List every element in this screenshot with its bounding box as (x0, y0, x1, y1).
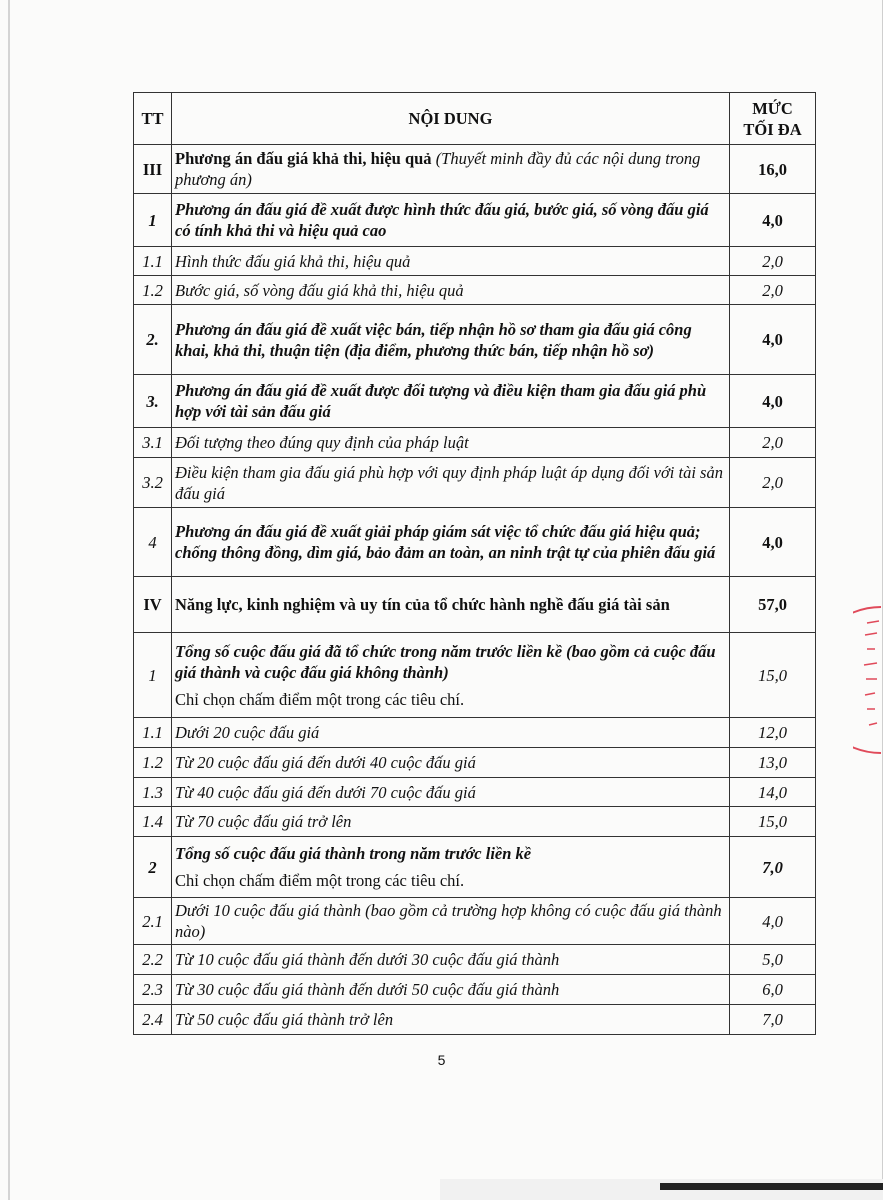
row-content-note: Chỉ chọn chấm điểm một trong các tiêu chí. (175, 689, 465, 709)
header-score-line2: TỐI ĐA (743, 119, 802, 139)
row-tt: 1 (134, 194, 172, 247)
table-row (134, 194, 816, 247)
row-score: 2,0 (730, 247, 816, 276)
row-score: 2,0 (730, 428, 816, 458)
row-score: 6,0 (730, 975, 816, 1005)
header-content: NỘI DUNG (172, 93, 730, 145)
row-score: 16,0 (730, 145, 816, 194)
row-score: 7,0 (730, 837, 816, 898)
row-tt: 3.1 (134, 428, 172, 458)
scan-bottom-dark-strip (660, 1183, 883, 1190)
table-header-row (134, 93, 816, 145)
row-content: Hình thức đấu giá khả thi, hiệu quả (172, 247, 730, 276)
table-row (134, 807, 816, 837)
row-content-main: Tổng số cuộc đấu giá đã tổ chức trong năm trước liền kề (bao gồm cả cuộc đấu giá thành và cuộc đấu giá không thành) (175, 641, 716, 682)
row-content: Bước giá, số vòng đấu giá khả thi, hiệu quả (172, 276, 730, 305)
table-row (134, 975, 816, 1005)
row-content: Dưới 10 cuộc đấu giá thành (bao gồm cả trường hợp không có cuộc đấu giá thành nào) (172, 898, 730, 945)
row-content: Phương án đấu giá đề xuất giải pháp giám sát việc tổ chức đấu giá hiệu quả; chống thông đồng, dìm giá, bảo đảm an toàn, an ninh trật tự của phiên đấu giá (172, 508, 730, 577)
row-content: Từ 40 cuộc đấu giá đến dưới 70 cuộc đấu giá (172, 778, 730, 807)
row-tt: 1 (134, 633, 172, 718)
row-score: 5,0 (730, 945, 816, 975)
row-score: 2,0 (730, 458, 816, 508)
row-content (172, 633, 730, 718)
row-score: 57,0 (730, 577, 816, 633)
table-row (134, 718, 816, 748)
table-row (134, 428, 816, 458)
row-content: Từ 30 cuộc đấu giá thành đến dưới 50 cuộc đấu giá thành (172, 975, 730, 1005)
row-tt: 1.2 (134, 276, 172, 305)
row-content: Năng lực, kinh nghiệm và uy tín của tổ chức hành nghề đấu giá tài sản (172, 577, 730, 633)
row-tt: 3. (134, 375, 172, 428)
red-stamp-fragment (853, 605, 883, 755)
row-content: Từ 70 cuộc đấu giá trở lên (172, 807, 730, 837)
header-score (730, 93, 816, 145)
row-content: Phương án đấu giá đề xuất việc bán, tiếp nhận hồ sơ tham gia đấu giá công khai, khả thi, thuận tiện (địa điểm, phương thức bán, tiếp nhận hồ sơ) (172, 305, 730, 375)
row-tt: 4 (134, 508, 172, 577)
row-score: 12,0 (730, 718, 816, 748)
row-tt: 2. (134, 305, 172, 375)
row-tt: 3.2 (134, 458, 172, 508)
row-score: 15,0 (730, 807, 816, 837)
table-row (134, 145, 816, 194)
table-row (134, 1005, 816, 1035)
row-score: 4,0 (730, 508, 816, 577)
table-row (134, 837, 816, 898)
table-row (134, 305, 816, 375)
row-content: Phương án đấu giá đề xuất được đối tượng và điều kiện tham gia đấu giá phù hợp với tài sản đấu giá (172, 375, 730, 428)
row-content-note: (Thuyết minh đầy đủ các nội dung trong phương án) (175, 149, 701, 189)
row-content: Dưới 20 cuộc đấu giá (172, 718, 730, 748)
table-row (134, 247, 816, 276)
table-row (134, 898, 816, 945)
row-score: 4,0 (730, 375, 816, 428)
row-content: Điều kiện tham gia đấu giá phù hợp với quy định pháp luật áp dụng đối với tài sản đấu giá (172, 458, 730, 508)
row-score: 4,0 (730, 898, 816, 945)
scoring-table (133, 92, 816, 1035)
row-tt: 1.1 (134, 718, 172, 748)
table-row (134, 577, 816, 633)
row-score: 2,0 (730, 276, 816, 305)
scan-edge-left (8, 0, 10, 1200)
row-tt: 2 (134, 837, 172, 898)
header-score-line1: MỨC (752, 98, 793, 118)
table-row (134, 633, 816, 718)
row-score: 4,0 (730, 194, 816, 247)
row-tt: 2.1 (134, 898, 172, 945)
row-content-main: Tổng số cuộc đấu giá thành trong năm trước liền kề (175, 844, 532, 863)
stamp-mark (853, 605, 883, 755)
row-tt: 1.1 (134, 247, 172, 276)
row-score: 7,0 (730, 1005, 816, 1035)
row-content-note: Chỉ chọn chấm điểm một trong các tiêu chí. (175, 871, 465, 890)
row-score: 13,0 (730, 748, 816, 778)
row-tt: 1.4 (134, 807, 172, 837)
row-content (172, 145, 730, 194)
table-row (134, 748, 816, 778)
table-row (134, 276, 816, 305)
row-tt: 1.2 (134, 748, 172, 778)
row-score: 15,0 (730, 633, 816, 718)
row-tt: III (134, 145, 172, 194)
row-content: Phương án đấu giá đề xuất được hình thức đấu giá, bước giá, số vòng đấu giá có tính khả thi và hiệu quả cao (172, 194, 730, 247)
row-content: Đối tượng theo đúng quy định của pháp luật (172, 428, 730, 458)
page-number: 5 (437, 1052, 446, 1068)
table-row (134, 458, 816, 508)
row-content (172, 837, 730, 898)
row-tt: IV (134, 577, 172, 633)
row-tt: 1.3 (134, 778, 172, 807)
row-tt: 2.2 (134, 945, 172, 975)
row-tt: 2.3 (134, 975, 172, 1005)
row-score: 14,0 (730, 778, 816, 807)
row-content: Từ 50 cuộc đấu giá thành trở lên (172, 1005, 730, 1035)
table-row (134, 945, 816, 975)
row-content: Từ 20 cuộc đấu giá đến dưới 40 cuộc đấu giá (172, 748, 730, 778)
row-content-main: Phương án đấu giá khả thi, hiệu quả (175, 149, 432, 168)
table-row (134, 375, 816, 428)
header-tt: TT (134, 93, 172, 145)
row-tt: 2.4 (134, 1005, 172, 1035)
row-content: Từ 10 cuộc đấu giá thành đến dưới 30 cuộc đấu giá thành (172, 945, 730, 975)
table-row (134, 508, 816, 577)
row-score: 4,0 (730, 305, 816, 375)
table-row (134, 778, 816, 807)
